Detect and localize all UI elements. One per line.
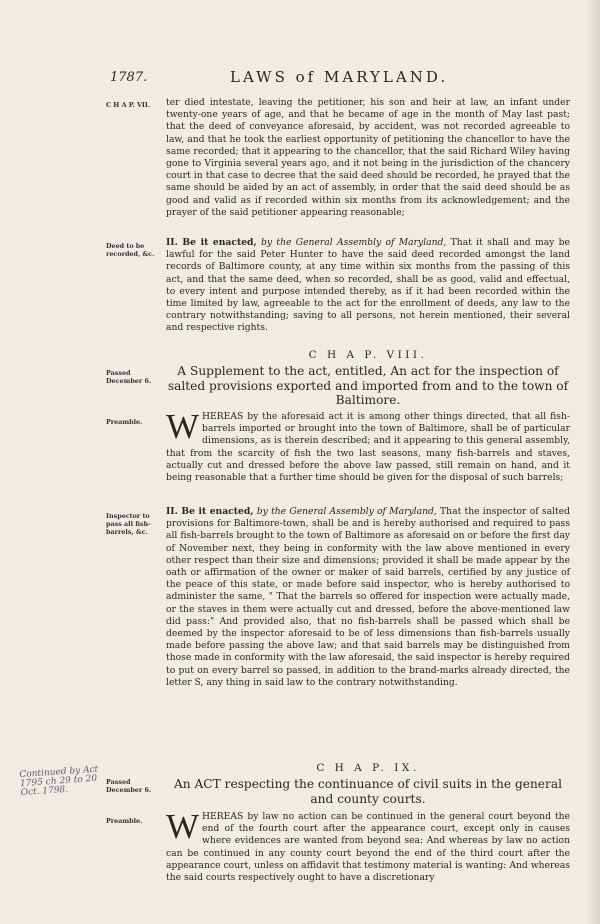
chapter-9-label: C H A P. IX. (316, 762, 420, 774)
page-edge-shadow (586, 0, 600, 924)
page-title: LAWS of MARYLAND. (230, 68, 449, 86)
drop-cap: W (166, 407, 200, 446)
drop-cap-2: W (166, 807, 200, 846)
handwritten-annotation: Continued by Act 1795 ch 29 to 20 Oct. 1798. (19, 764, 99, 799)
margin-passed-dec-6-b: Passed December 6. (106, 778, 152, 794)
paragraph-petition: ter died intestate, leaving the petitioner, his son and heir at law, an infant under twenty-one years of age, and that he became of age in the month of May last past; that the deed of conveyance aforesaid, by accident, was not recorded agreeable to law, and that he took the earliest opportunity of petitioning the chancellor to have the same recorded; that it appearing to the chancellor, that the said Richard Wiley having gone to Virginia several years ago, and it not being in the jurisdiction of the chancery court in that case to decree that the said deed should be recorded, he prayed that the same should be aided by an act of assembly, in order that the said deed should be as good and valid as if recorded within six months from its acknowledgement; and the prayer of the said petitioner appearing reasonable; (166, 97, 570, 218)
paragraph-enacted-inspector: II. Be it enacted, by the General Assembly of Maryland, That the inspector of salted provisions for Baltimore-town, shall be and is hereby authorised and required to pass all fish-barrels brought to the town of Baltimore as aforesaid on or before the first day of November next, they being in conformity with the law above mentioned in every other respect than their size and dimensions; provided it shall be made appear by the oath or affirmation of the owner or maker of said barrels, certified by any justice of the peace of this state, or made before said inspector, who is hereby authorised to administer the same, " That the barrels so offered for inspection were actually made, or the staves in them were actually cut and dressed, before the above-mentioned law did pass:" And provided also, that no fish-barrels shall be passed which shall be deemed by the inspector aforesaid to be of less dimensions than fish-barrels usually made before passing the above law; and that said barrels may be distinguished from those made in conformity with the law aforesaid, the said inspector is hereby required to put on every barrel so passed, in addition to the brand-marks already directed, the letter S, any thing in said law to the contrary notwithstanding. (166, 506, 571, 688)
running-header (110, 70, 510, 92)
margin-inspector: Inspector to pass all fish-barrels, &c. (106, 512, 151, 536)
chapter-8-heading: A Supplement to the act, entitled, An act for the inspection of salted provisions exported and imported from and to the town of Baltimore. (167, 364, 569, 407)
paragraph-whereas-fish: WHEREAS by the aforesaid act it is among other things directed, that all fish-barrels imported or brought into the town of Baltimore, shall be of particular dimensions, as is therein described; and it appearing to this general assembly, that from the scarcity of fish the two last seasons, many fish-barrels and staves, actually cut and dressed before the above law passed, still remain on hand, and it being reasonable that a further time should be given for the disposal of such barrels; (166, 407, 570, 484)
chapter-9-heading: An ACT respecting the continuance of civil suits in the general and county courts. (173, 777, 563, 806)
margin-preamble-b: Preamble. (106, 817, 143, 825)
margin-passed-dec-6: Passed December 6. (106, 369, 152, 385)
paragraph-enacted-deed: II. Be it enacted, by the General Assembly of Maryland, That it shall and may be lawful for the said Peter Hunter to have the said deed recorded amongst the land records of Baltimore county, at any time within six months from the passing of this act, and that the same deed, when so recorded, shall be as good, valid and effectual, to every intent and purpose intended thereby, as if it had been recorded within the time limited by law, agreeable to the act for the enrollment of deeds, any law to the contrary notwithstanding; saving to all persons, not herein mentioned, their several and respective rights. (166, 237, 570, 334)
margin-deed-recorded: Deed to be recorded, &c. (106, 242, 155, 258)
chapter-8-label: C H A P. VIII. (308, 349, 428, 361)
margin-chap-seven: C H A P. VII. (106, 101, 151, 109)
page-year: 1787. (110, 70, 148, 85)
paragraph-whereas-courts: WHEREAS by law no action can be continued in the general court beyond the end of the fourth court after the appearance court, except only in causes where evidences are wanted from beyond sea: And whereas by law no action can be continued in any county court beyond the end of the third court after the appearance court, unless on affidavit that testimony material is wanting: And whereas the said courts respectively ought to have a discretionary (166, 807, 570, 884)
margin-preamble: Preamble. (106, 418, 143, 426)
